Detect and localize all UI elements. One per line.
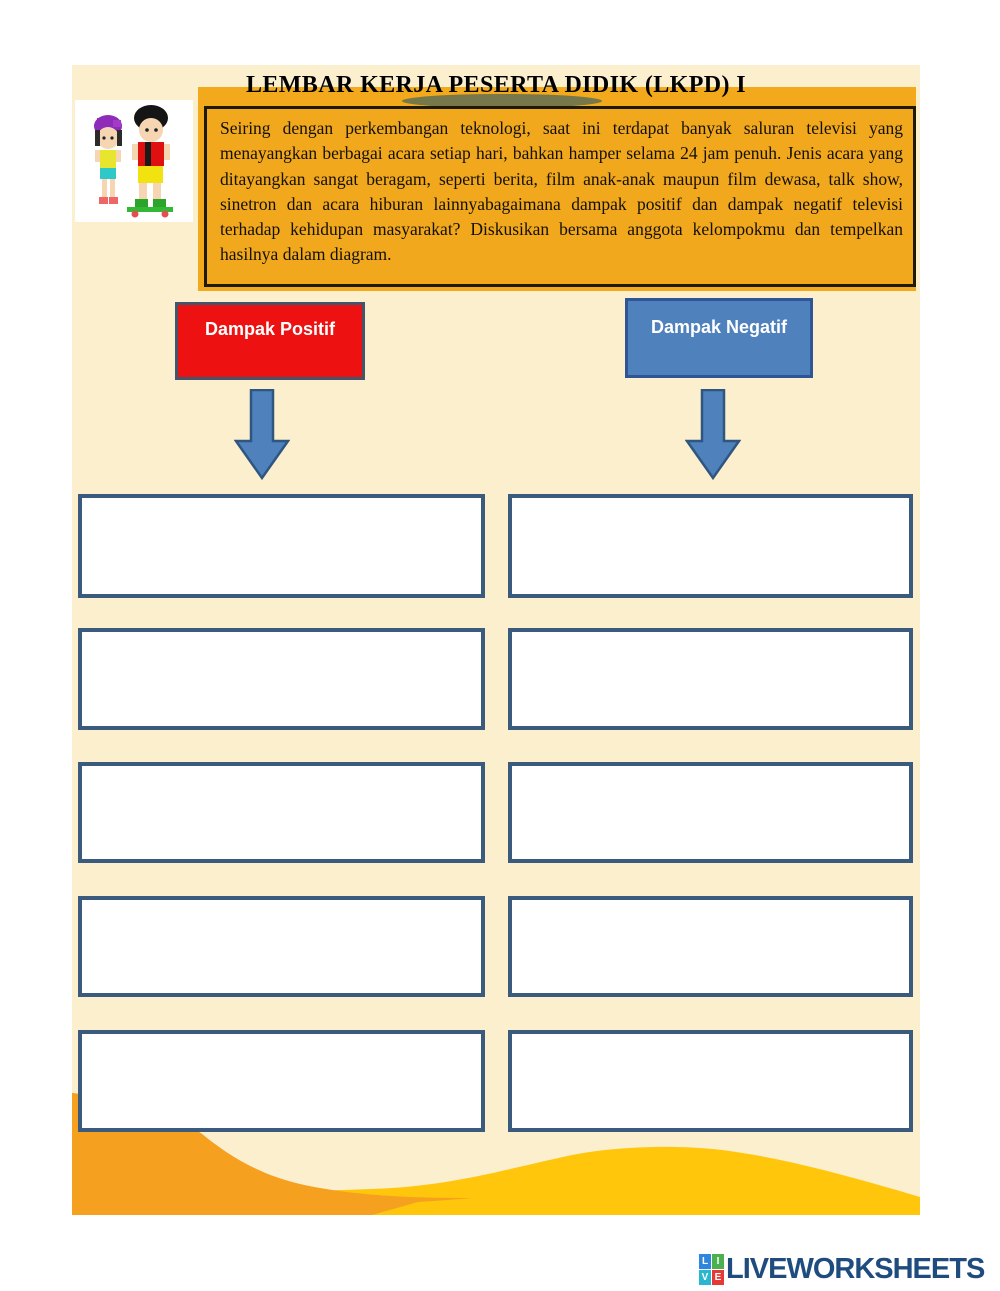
down-arrow-icon	[685, 389, 741, 481]
negative-impact-header	[625, 298, 813, 378]
positive-impact-header	[175, 302, 365, 380]
liveworksheets-brand-text: LIVEWORKSHEETS	[726, 1252, 985, 1285]
instruction-box	[204, 106, 916, 287]
positive-answer-box-3[interactable]	[78, 762, 485, 863]
liveworksheets-icon	[699, 1254, 724, 1285]
negative-answer-box-2[interactable]	[508, 628, 913, 730]
logo-tile-l: L	[699, 1254, 711, 1269]
positive-answer-box-4[interactable]	[78, 896, 485, 997]
logo-tile-v: V	[699, 1270, 711, 1285]
children-illustration	[75, 100, 193, 222]
negative-answer-box-1[interactable]	[508, 494, 913, 598]
instruction-text: Seiring dengan perkembangan teknologi, saat ini terdapat banyak saluran televisi yang menayangkan berbagai acara setiap hari, bahkan hamper selama 24 jam penuh. Jenis acara yang ditayangkan sangat beragam, seperti berita, film anak-anak maupun film dewasa, talk show, sinetron dan acara hiburan lainnyabagaimana dampak positif dan dampak negatif televisi terhadap kehidupan masyarakat? Diskusikan bersama anggota kelompokmu dan tempelkan hasilnya dalam diagram.	[220, 118, 903, 265]
positive-answer-box-2[interactable]	[78, 628, 485, 730]
negative-answer-box-5[interactable]	[508, 1030, 913, 1132]
page-title: LEMBAR KERJA PESERTA DIDIK (LKPD) I	[245, 72, 747, 98]
negative-impact-label: Dampak Negatif	[650, 317, 788, 337]
logo-tile-e: E	[712, 1270, 724, 1285]
negative-answer-box-3[interactable]	[508, 762, 913, 863]
worksheet-panel	[72, 65, 920, 1215]
logo-tile-i: I	[712, 1254, 724, 1269]
children-clipart-image	[75, 100, 193, 222]
liveworksheets-logo	[699, 1252, 984, 1286]
positive-answer-box-5[interactable]	[78, 1030, 485, 1132]
negative-answer-box-4[interactable]	[508, 896, 913, 997]
positive-answer-box-1[interactable]	[78, 494, 485, 598]
down-arrow-icon	[234, 389, 290, 481]
positive-impact-label: Dampak Positif	[204, 319, 336, 339]
